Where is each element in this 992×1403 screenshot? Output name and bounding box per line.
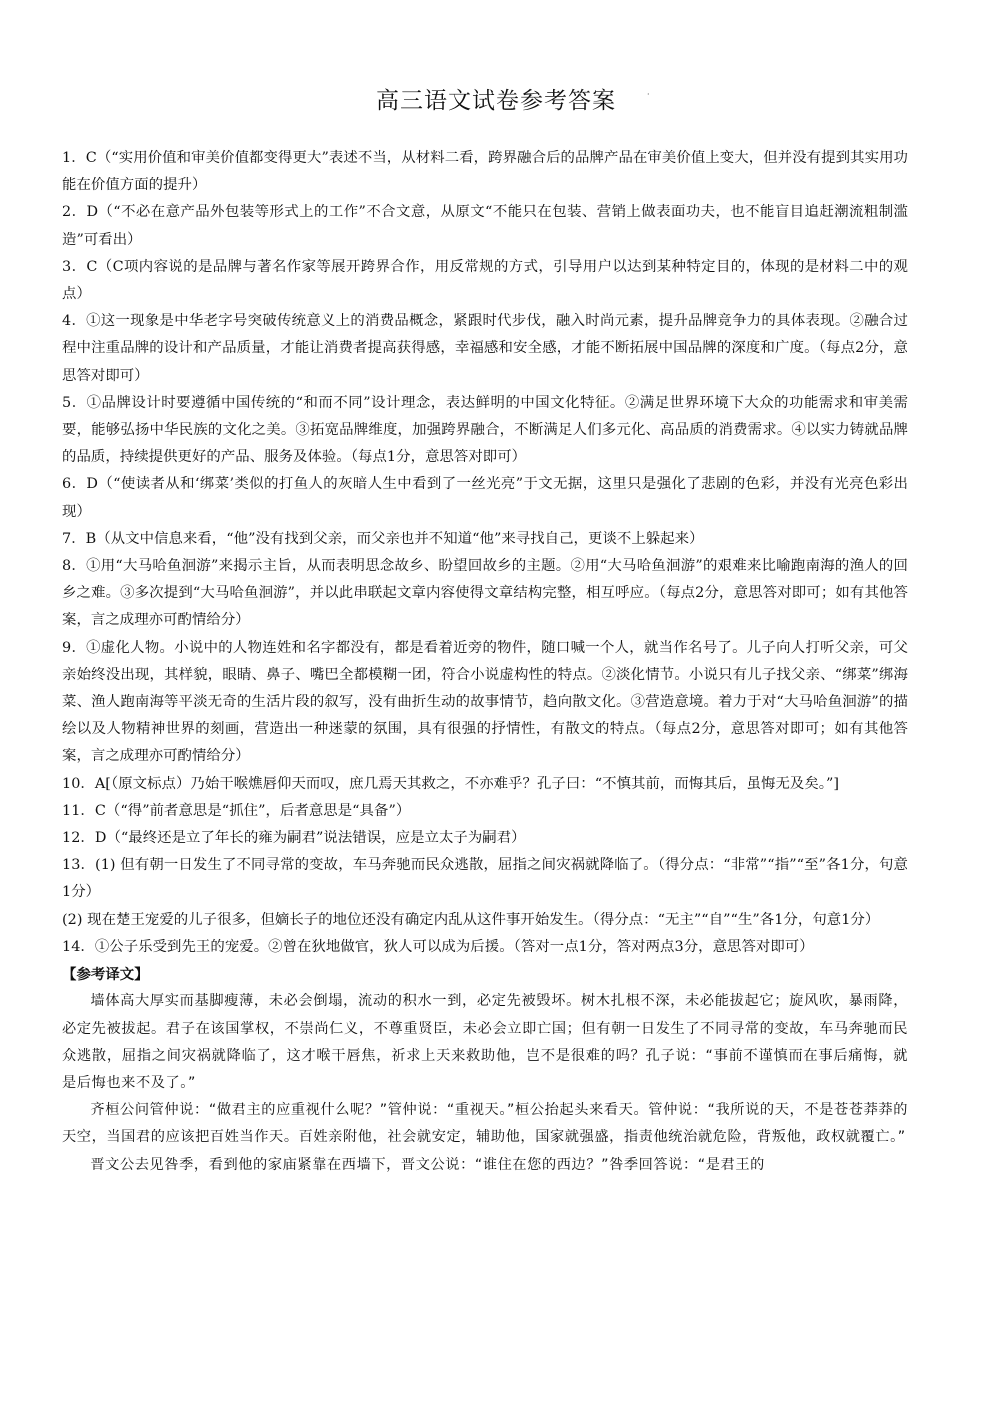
answer-13-part-1: 13．(1) 但有朝一日发生了不同寻常的变故，车马奔驰而民众逃散，屈指之间灾祸就降临了。（得分点：“非常”“指”“至”各1分，句意1分） — [62, 857, 908, 901]
answer-content — [62, 145, 908, 1179]
answer-14: 14．①公子乐受到先王的宠爱。②曾在狄地做官，狄人可以成为后援。（答对一点1分，答对两点3分，意思答对即可） — [62, 938, 814, 955]
answer-2: 2．D（“不必在意产品外包装等形式上的工作”不合文意，从原文“不能只在包装、营销上做表面功夫，也不能盲目追赶潮流粗制滥造”可看出） — [62, 204, 908, 248]
answer-5: 5．①品牌设计时要遵循中国传统的“和而不同”设计理念，表达鲜明的中国文化特征。②满足世界环境下大众的功能需求和审美需要，能够弘扬中华民族的文化之美。③拓宽品牌维度，加强跨界融合，不断满足人们多元化、高品质的消费需求。④以实力铸就品牌的品质，持续提供更好的产品、服务及体验。（每点1分，意思答对即可） — [62, 394, 908, 466]
answer-7: 7．B（从文中信息来看，“他”没有找到父亲，而父亲也并不知道“他”来寻找自己，更谈不上躲起来） — [62, 530, 704, 547]
answer-10: 10．A[（原文标点）乃始干喉燋唇仰天而叹，庶几焉天其救之，不亦难乎？孔子曰：“不慎其前，而悔其后，虽悔无及矣。”] — [62, 775, 840, 792]
answer-4: 4．①这一现象是中华老字号突破传统意义上的消费品概念，紧跟时代步伐，融入时尚元素，提升品牌竞争力的具体表现。②融合过程中注重品牌的设计和产品质量，才能让消费者提高获得感，幸福感和安全感，才能不断拓展中国品牌的深度和广度。（每点2分，意思答对即可） — [62, 313, 908, 384]
answer-1: 1．C（“实用价值和审美价值都变得更大”表述不当，从材料二看，跨界融合后的品牌产品在审美价值上变大，但并没有提到其实用功能在价值方面的提升） — [62, 150, 908, 194]
answer-13-part-2: (2) 现在楚王宠爱的儿子很多，但嫡长子的地位还没有确定内乱从这件事开始发生。（得分点：“无主”“自”“生”各1分，句意1分） — [62, 911, 880, 928]
translation-heading: 【参考译文】 — [62, 966, 149, 984]
stray-mark: · — [647, 90, 650, 99]
answer-8: 8．①用“大马哈鱼洄游”来揭示主旨，从而表明思念故乡、盼望回故乡的主题。②用“大马哈鱼洄游”的艰难来比喻跑南海的渔人的回乡之难。③多次提到“大马哈鱼洄游”，并以此串联起文章内容使得文章结构完整，相互呼应。（每点2分，意思答对即可；如有其他答案，言之成理亦可酌情给分） — [62, 558, 908, 629]
answer-6: 6．D（“使读者从和‘绑菜’类似的打鱼人的灰暗人生中看到了一丝光亮”于文无据，这里只是强化了悲剧的色彩，并没有光亮色彩出现） — [62, 476, 908, 520]
answer-12: 12．D（“最终还是立了年长的雍为嗣君”说法错误，应是立太子为嗣君） — [62, 830, 526, 847]
translation-paragraph-1: 墙体高大厚实而基脚瘦薄，未必会倒塌，流动的积水一到，必定先被毁坏。树木扎根不深，未必能拔起它；旋风吹，暴雨降，必定先被拔起。君子在该国掌权，不崇尚仁义，不尊重贤臣，未必会立即亡国；但有朝一日发生了不同寻常的变故，车马奔驰而民众逃散，屈指之间灾祸就降临了，这才喉干唇焦，祈求上天来救助他，岂不是很难的吗？孔子说：“事前不谨慎而在事后痛悔，就是后悔也来不及了。” — [62, 993, 908, 1091]
page-title: 高三语文试卷参考答案 — [376, 88, 616, 114]
translation-paragraph-3: 晋文公去见咎季，看到他的家庙紧靠在西墙下，晋文公说：“谁住在您的西边？”咎季回答说：“是君王的 — [90, 1156, 765, 1173]
answer-3: 3．C（C项内容说的是品牌与著名作家等展开跨界合作，用反常规的方式，引导用户以达到某种特定目的，体现的是材料二中的观点） — [62, 258, 908, 303]
answer-9: 9．①虚化人物。小说中的人物连姓和名字都没有，都是看着近旁的物件，随口喊一个人，就当作名号了。儿子向人打听父亲，可父亲始终没出现，其样貌，眼睛、鼻子、嘴巴全都模糊一团，符合小说虚构性的特点。②淡化情节。小说只有儿子找父亲、“绑菜”绑海菜、渔人跑南海等平淡无奇的生活片段的叙写，没有曲折生动的故事情节，趋向散文化。③营造意境。着力于对“大马哈鱼洄游”的描绘以及人物精神世界的刻画，营造出一种迷蒙的氛围，具有很强的抒情性，有散文的特点。（每点2分，意思答对即可；如有其他答案，言之成理亦可酌情给分） — [62, 639, 909, 765]
answer-11: 11．C（“得”前者意思是“抓住”，后者意思是“具备”） — [62, 802, 411, 819]
translation-paragraph-2: 齐桓公问管仲说：“做君主的应重视什么呢？”管仲说：“重视天。”桓公抬起头来看天。管仲说：“我所说的天，不是苍苍莽莽的天空，当国君的应该把百姓当作天。百姓亲附他，社会就安定，辅助他，国家就强盛，指责他统治就危险，背叛他，政权就覆亡。” — [62, 1102, 908, 1146]
